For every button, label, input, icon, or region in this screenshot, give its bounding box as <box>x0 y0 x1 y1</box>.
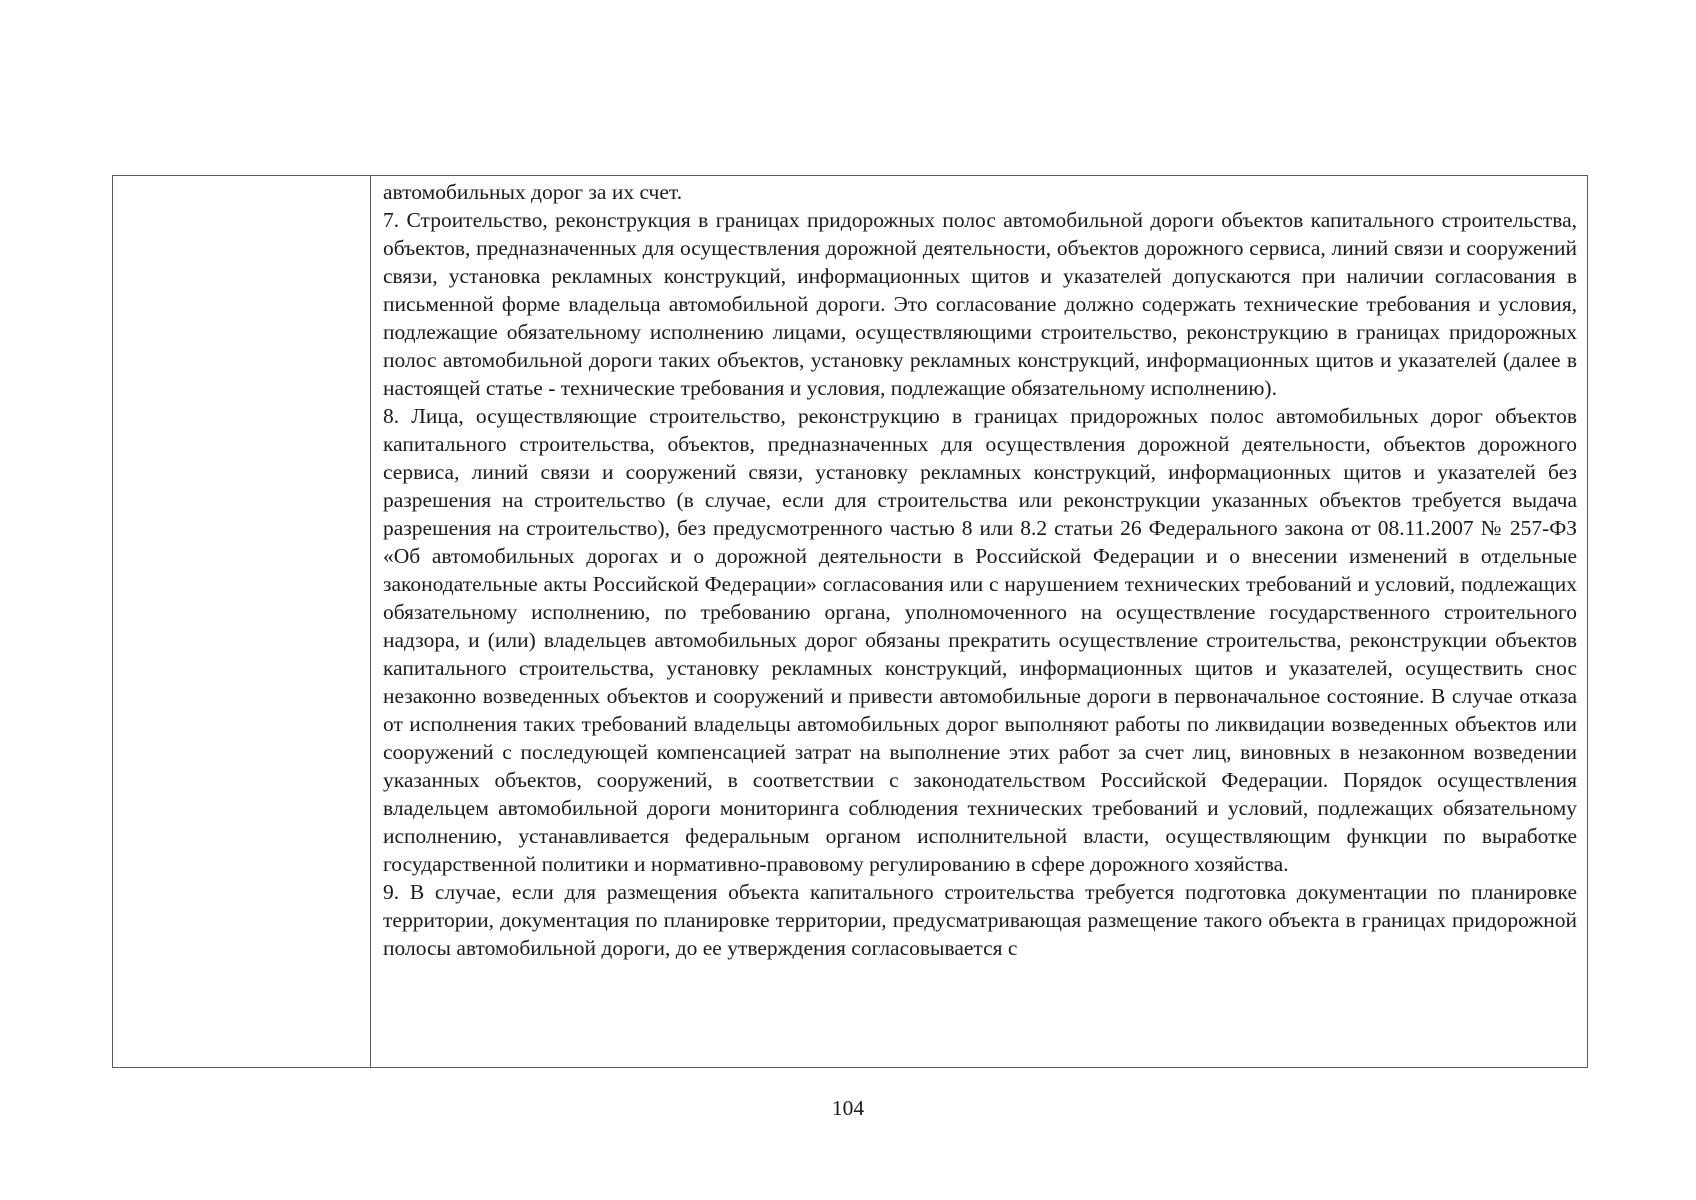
paragraph-7: 7. Строительство, реконструкция в границах придорожных полос автомобильной дороги объектов капитального строительства, объектов, предназначенных для осуществления дорожной деятельности, объектов дорожного сервиса, линий связи и сооружений связи, установка рекламных конструкций, информационных щитов и указателей допускаются при наличии согласования в письменной форме владельца автомобильной дороги. Это согласование должно содержать технические требования и условия, подлежащие обязательному исполнению лицами, осуществляющими строительство, реконструкцию в границах придорожных полос автомобильной дороги таких объектов, установку рекламных конструкций, информационных щитов и указателей (далее в настоящей статье - технические требования и условия, подлежащие обязательному исполнению). <box>383 208 1577 400</box>
paragraph-continuation: автомобильных дорог за их счет. <box>383 180 683 204</box>
table-text-cell <box>371 176 1587 1067</box>
document-table <box>112 175 1588 1068</box>
page-number: 104 <box>831 1096 865 1120</box>
paragraph-8: 8. Лица, осуществляющие строительство, реконструкцию в границах придорожных полос автомобильных дорог объектов капитального строительства, объектов, предназначенных для осуществления дорожной деятельности, объектов дорожного сервиса, линий связи и сооружений связи, установку рекламных конструкций, информационных щитов и указателей без разрешения на строительство (в случае, если для строительства или реконструкции указанных объектов требуется выдача разрешения на строительство), без предусмотренного частью 8 или 8.2 статьи 26 Федерального закона от 08.11.2007 № 257-ФЗ «Об автомобильных дорогах и о дорожной деятельности в Российской Федерации и о внесении изменений в отдельные законодательные акты Российской Федерации» согласования или с нарушением технических требований и условий, подлежащих обязательному исполнению, по требованию органа, уполномоченного на осуществление государственного строительного надзора, и (или) владельцев автомобильных дорог обязаны прекратить осуществление строительства, реконструкции объектов капитального строительства, установку рекламных конструкций, информационных щитов и указателей, осуществить снос незаконно возведенных объектов и сооружений и привести автомобильные дороги в первоначальное состояние. В случае отказа от исполнения таких требований владельцы автомобильных дорог выполняют работы по ликвидации возведенных объектов или сооружений с последующей компенсацией затрат на выполнение этих работ за счет лиц, виновных в незаконном возведении указанных объектов, сооружений, в соответствии с законодательством Российской Федерации. Порядок осуществления владельцем автомобильной дороги мониторинга соблюдения технических требований и условий, подлежащих обязательному исполнению, устанавливается федеральным органом исполнительной власти, осуществляющим функции по выработке государственной политики и нормативно-правовому регулированию в сфере дорожного хозяйства. <box>383 404 1577 876</box>
paragraph-9: 9. В случае, если для размещения объекта капитального строительства требуется подготовка документации по планировке территории, документация по планировке территории, предусматривающая размещение такого объекта в границах придорожной полосы автомобильной дороги, до ее утверждения согласовывается с <box>383 880 1577 960</box>
table-left-cell <box>113 176 371 1067</box>
